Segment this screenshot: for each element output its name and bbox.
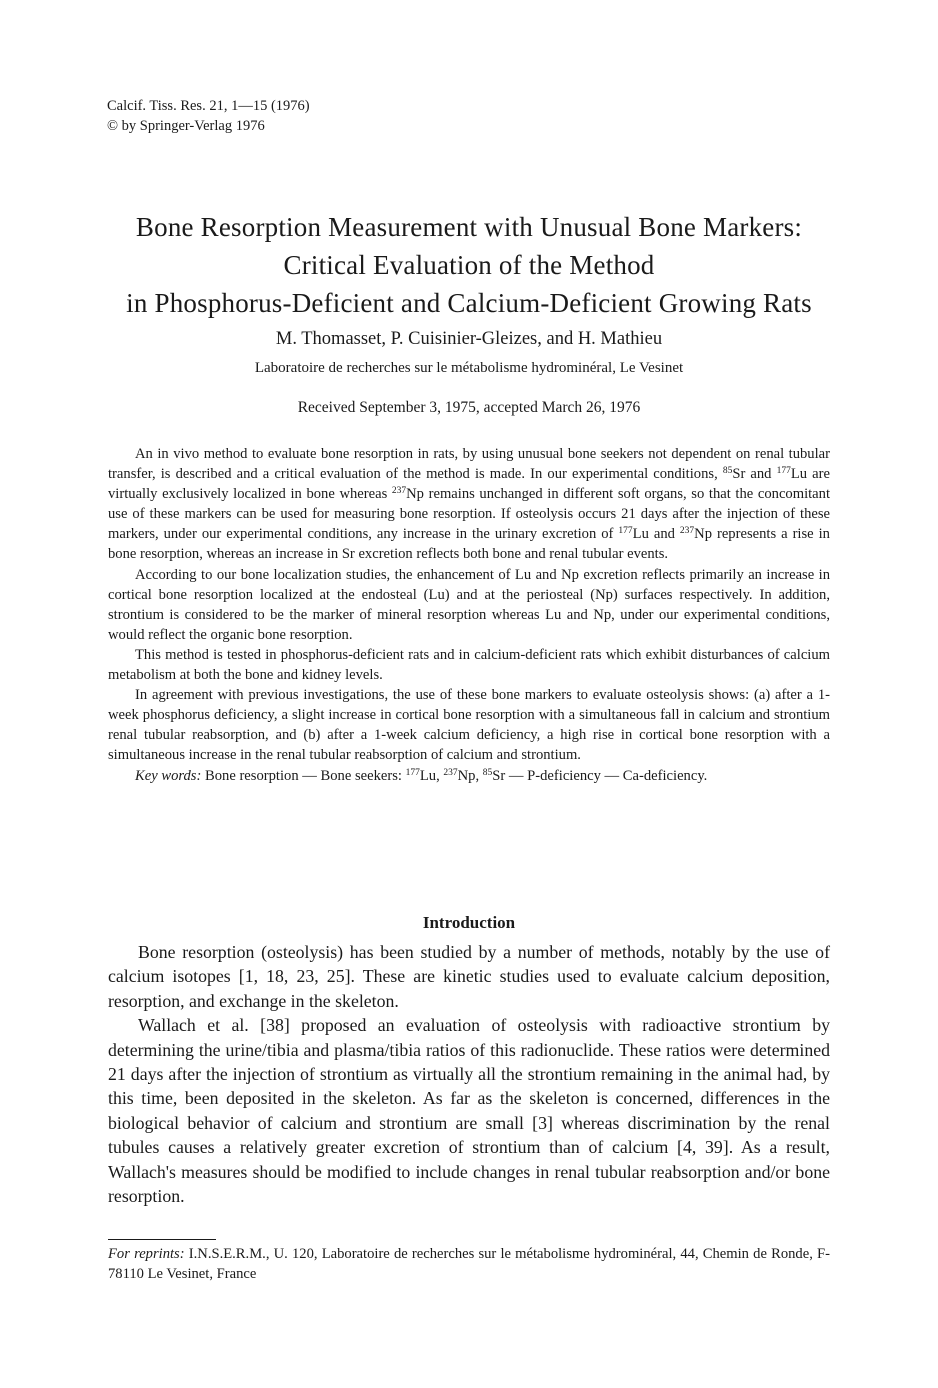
mass-number: 177: [618, 526, 633, 537]
author-list: M. Thomasset, P. Cuisinier-Gleizes, and H. Mathieu: [275, 329, 663, 349]
copyright-line: © by Springer-Verlag 1976: [107, 118, 265, 134]
text-run: Lu are virtually exclusively localized in bone whereas: [108, 466, 830, 503]
footnote-divider: [108, 1239, 216, 1240]
text-run: Np represents a rise in bone resorption, whereas an increase in Sr excretion reflects both bone and renal tubular events.: [108, 526, 830, 563]
mass-number: 177: [405, 767, 420, 778]
received-date: Received September 3, 1975, accepted March 26, 1976: [297, 399, 641, 416]
section-heading-introduction: Introduction: [422, 913, 516, 932]
mass-number: 177: [776, 466, 791, 477]
keywords-label: Key words:: [135, 767, 202, 784]
mass-number: 237: [679, 526, 695, 537]
footnote: [108, 1244, 830, 1284]
text-run: Sr and: [732, 466, 777, 483]
footnote-text: I.N.S.E.R.M., U. 120, Laboratoire de recherches sur le métabolisme hydrominéral, 44, Chemin de Ronde, F-78110 Le Vesinet, France: [108, 1246, 831, 1282]
affiliation: Laboratoire de recherches sur le métabolisme hydrominéral, Le Vesinet: [254, 360, 684, 376]
introduction-body: [108, 940, 830, 1208]
abstract-paragraph-2: According to our bone localization studies, the enhancement of Lu and Np excretion reflects primarily an increase in cortical bone resorption localized at the endosteal (Lu) and at the periosteal (Np) surfaces respectively. In addition, strontium is considered to be the marker of mineral resorption whereas Lu and Np, under our experimental conditions, would reflect the organic bone resorption.: [108, 566, 830, 643]
text-run: Np,: [457, 767, 483, 784]
abstract-paragraph-3: This method is tested in phosphorus-deficient rats and in calcium-deficient rats which exhibit disturbances of calcium metabolism at both the bone and kidney levels.: [108, 646, 830, 684]
journal-citation-block: [107, 96, 310, 136]
mass-number: 85: [482, 767, 493, 778]
text-run: Bone resorption — Bone seekers:: [201, 767, 406, 784]
abstract-paragraph-4: In agreement with previous investigations, the use of these bone markers to evaluate osteolysis shows: (a) after a 1-week phosphorus deficiency, a slight increase in cortical bone resorption with a simultaneous fall in calcium and strontium renal tubular reabsorption, and (b) after a 1-week calcium deficiency, a high rise in cortical bone resorption with a simultaneous increase in the renal tubular reabsorption of calcium and strontium.: [108, 687, 830, 764]
title-line-2: Critical Evaluation of the Method: [283, 250, 655, 280]
mass-number: 237: [443, 767, 458, 778]
introduction-paragraph-1: Bone resorption (osteolysis) has been studied by a number of methods, notably by the use of calcium isotopes [1, 18, 23, 25]. These are kinetic studies used to evaluate calcium deposition, resorption, and exchange in the skeleton.: [108, 942, 830, 1011]
text-run: Np remains unchanged in different soft organs, so that the concomitant use of these markers can be used for measuring bone resorption. If osteolysis occurs 21 days after the injection of these markers, under our experimental conditions, any increase in the urinary excretion of: [108, 486, 831, 543]
title-line-3: in Phosphorus-Deficient and Calcium-Deficient Growing Rats: [126, 288, 812, 318]
introduction-paragraph-2: Wallach et al. [38] proposed an evaluation of osteolysis with radioactive strontium by determining the urine/tibia and plasma/tibia ratios of this radionuclide. These ratios were determined 21 days after the injection of strontium as virtually all the strontium remaining in the animal had, by this time, been deposited in the skeleton. As far as the skeleton is concerned, differences in the biological behavior of calcium and strontium are small [3] whereas discrimination by the renal tubules causes a relatively greater excretion of strontium than of calcium [4, 39]. As a result, Wallach's measures should be modified to include changes in renal tubular reabsorption and/or bone resorption.: [108, 1015, 830, 1207]
mass-number: 237: [391, 486, 407, 497]
title-line-1: Bone Resorption Measurement with Unusual Bone Markers:: [135, 212, 803, 242]
footnote-label: For reprints:: [108, 1246, 185, 1262]
abstract-paragraph-1: [108, 444, 830, 565]
keywords: [108, 766, 830, 786]
journal-citation: Calcif. Tiss. Res. 21, 1—15 (1976): [107, 98, 310, 114]
text-run: An in vivo method to evaluate bone resorption in rats, by using unusual bone seekers not dependent on renal tubular transfer, is described and a critical evaluation of the method is made. In our experimental conditions,: [108, 446, 830, 483]
mass-number: 85: [722, 466, 733, 477]
text-run: Lu and: [632, 526, 680, 543]
text-run: Sr — P-deficiency — Ca-deficiency.: [492, 767, 708, 784]
paper-title: [60, 208, 878, 322]
abstract: [108, 444, 830, 786]
text-run: Lu,: [419, 767, 444, 784]
